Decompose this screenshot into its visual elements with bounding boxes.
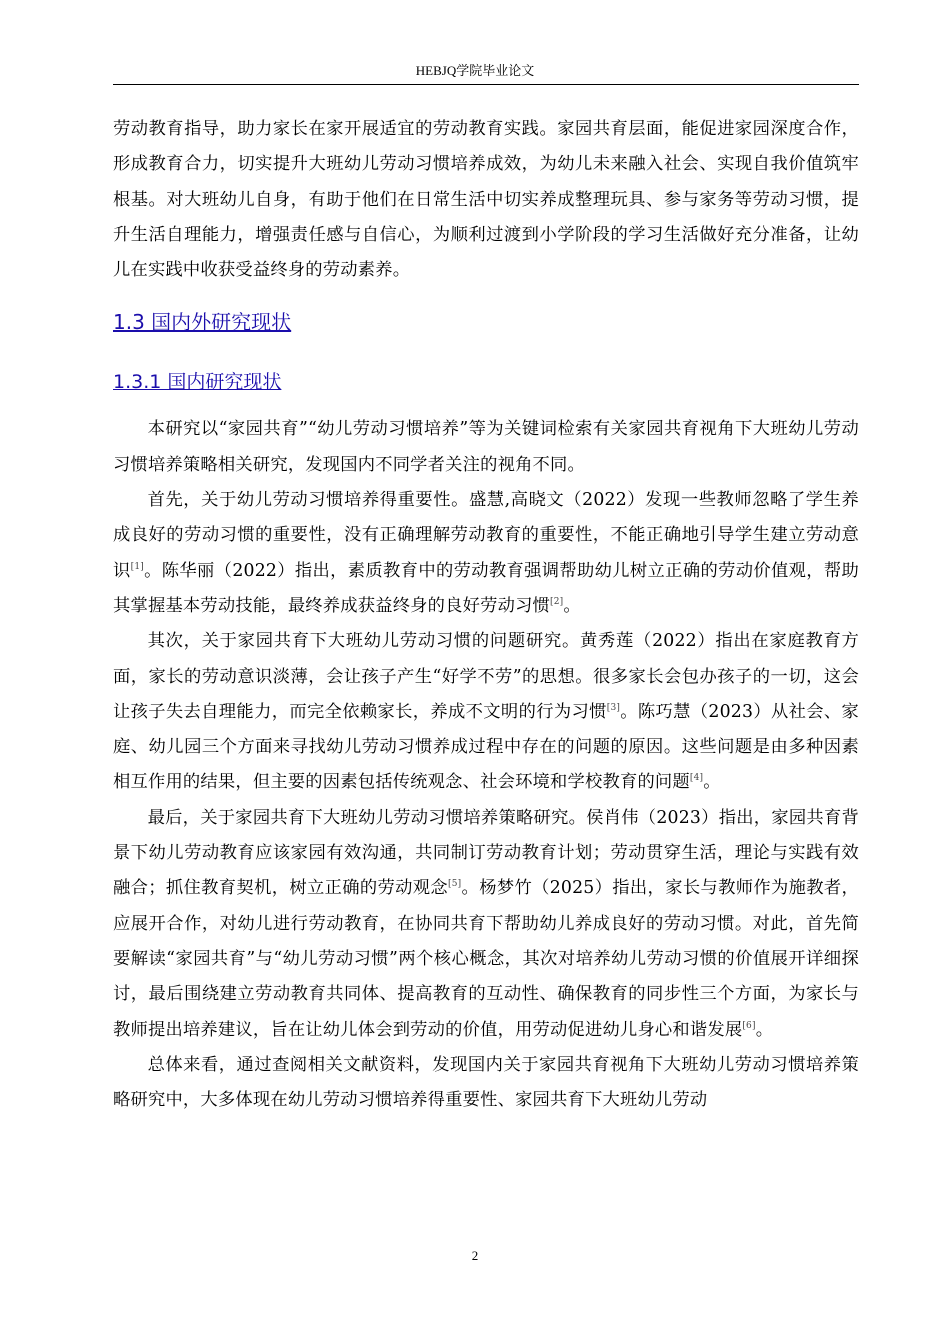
citation-3[interactable]: [3] — [606, 702, 621, 713]
citation-5[interactable]: [5] — [448, 879, 462, 890]
citation-4[interactable]: [4] — [689, 773, 704, 784]
running-header: HEBJQ学院毕业论文 — [415, 63, 535, 78]
paragraph-3 — [113, 624, 859, 800]
paragraph-text: 首先，关于幼儿劳动习惯培养得重要性。盛慧,高晓文（2022）发现一些教师忽略了学生养成良好的劳动习惯的重要性，没有正确理解劳动教育的重要性，不能正确地引导学生建立劳动意识 — [113, 490, 859, 581]
section-heading-1-3-1[interactable]: 1.3.1 国内研究现状 — [113, 371, 282, 394]
page-number: 2 — [471, 1248, 479, 1263]
paragraph-text: 。陈巧慧（2023）从社会、家庭、幼儿园三个方面来寻找幼儿劳动习惯养成过程中存在的问题的原因。这些问题是由多种因素相互作用的结果，但主要的因素包括传统观念、社会环境和学校教育的问题 — [113, 701, 859, 793]
citation-6[interactable]: [6] — [742, 1020, 756, 1031]
citation-2[interactable]: [2] — [550, 596, 564, 607]
document-body — [113, 112, 859, 1118]
paragraph-text: 最后，关于家园共育下大班幼儿劳动习惯培养策略研究。侯肖伟（2023）指出，家园共育背景下幼儿劳动教育应该家园有效沟通，共同制订劳动教育计划；劳动贯穿生活，理论与实践有效融合；抓住教育契机，树立正确的劳动观念 — [113, 807, 859, 899]
paragraph-2 — [113, 483, 859, 624]
paragraph-text: 。杨梦竹（2025）指出，家长与教师作为施教者，应展开合作，对幼儿进行劳动教育，在协同共育下帮助幼儿养成良好的劳动习惯。对此，首先简要解读“家园共育”与“幼儿劳动习惯”两个核心概念，其次对培养幼儿劳动习惯的价值展开详细探讨，最后围绕建立劳动教育共同体、提高教育的互动性、确保教育的同步性三个方面，为家长与教师提出培养建议，旨在让幼儿体会到劳动的价值，用劳动促进幼儿身心和谐发展 — [113, 878, 860, 1040]
section-heading-1-3[interactable]: 1.3 国内外研究现状 — [113, 310, 292, 335]
paragraph-text: 其次，关于家园共育下大班幼儿劳动习惯的问题研究。黄秀莲（2022）指出在家庭教育方面，家长的劳动意识淡薄，会让孩子产生“好学不劳”的思想。很多家长会包办孩子的一切，这会让孩子失去自理能力，而完全依赖家长，养成不文明的行为习惯 — [113, 631, 859, 722]
paragraph-text: 。 — [755, 1019, 774, 1040]
paragraph-1: 本研究以“家园共育”“幼儿劳动习惯培养”等为关键词检索有关家园共育视角下大班幼儿劳动习惯培养策略相关研究，发现国内不同学者关注的视角不同。 — [113, 419, 859, 475]
paragraph-text: 。 — [563, 595, 581, 616]
intro-paragraph: 劳动教育指导，助力家长在家开展适宜的劳动教育实践。家园共育层面，能促进家园深度合作，形成教育合力，切实提升大班幼儿劳动习惯培养成效，为幼儿未来融入社会、实现自我价值筑牢根基。对大班幼儿自身，有助于他们在日常生活中切实养成整理玩具、参与家务等劳动习惯，提升生活自理能力，增强责任感与自信心，为顺利过渡到小学阶段的学习生活做好充分准备，让幼儿在实践中收获受益终身的劳动素养。 — [113, 119, 859, 281]
header-rule — [113, 84, 859, 85]
paragraph-5: 总体来看，通过查阅相关文献资料，发现国内关于家园共育视角下大班幼儿劳动习惯培养策略研究中，大多体现在幼儿劳动习惯培养得重要性、家园共育下大班幼儿劳动 — [113, 1054, 859, 1111]
paragraph-text: 。 — [703, 772, 721, 793]
citation-1[interactable]: [1] — [130, 561, 144, 572]
paragraph-text: 。陈华丽（2022）指出，素质教育中的劳动教育强调帮助幼儿树立正确的劳动价值观，帮助其掌握基本劳动技能，最终养成获益终身的良好劳动习惯 — [113, 560, 859, 616]
paragraph-4 — [113, 801, 859, 1048]
